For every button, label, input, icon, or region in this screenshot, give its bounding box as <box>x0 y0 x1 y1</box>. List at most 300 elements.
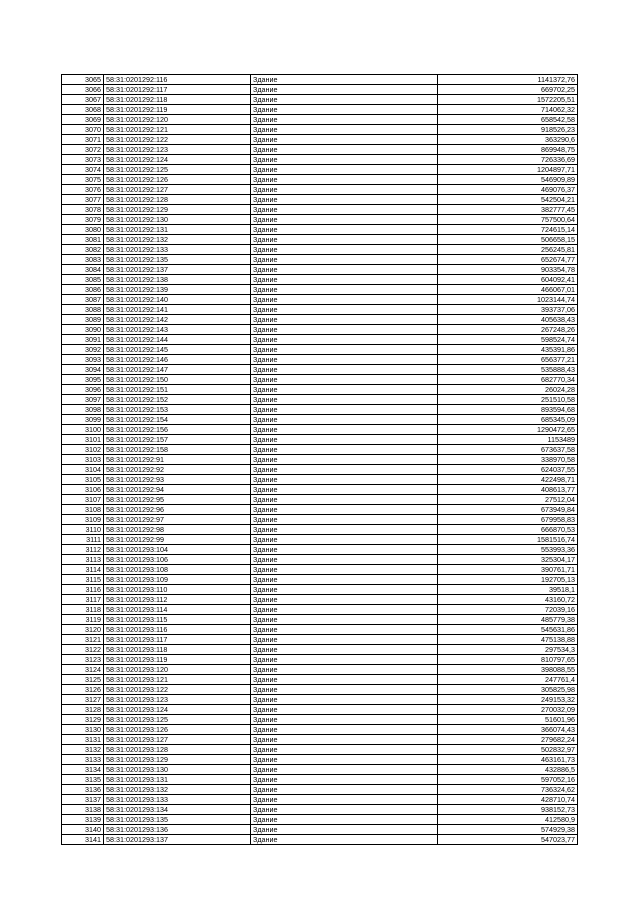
object-type-cell: Здание <box>251 295 438 305</box>
row-number-cell: 3070 <box>62 125 104 135</box>
table-row <box>62 785 578 795</box>
cadastral-value-cell: 247761,4 <box>438 675 578 685</box>
cadastral-number-cell: 58:31:0201293:129 <box>104 755 251 765</box>
cadastral-value-cell: 72039,16 <box>438 605 578 615</box>
row-number-cell: 3126 <box>62 685 104 695</box>
object-type-cell: Здание <box>251 455 438 465</box>
table-row <box>62 625 578 635</box>
row-number-cell: 3125 <box>62 675 104 685</box>
object-type-cell: Здание <box>251 555 438 565</box>
cadastral-value-cell: 39518,1 <box>438 585 578 595</box>
cadastral-number-cell: 58:31:0201292:139 <box>104 285 251 295</box>
cadastral-number-cell: 58:31:0201292:119 <box>104 105 251 115</box>
row-number-cell: 3134 <box>62 765 104 775</box>
cadastral-value-cell: 466067,01 <box>438 285 578 295</box>
row-number-cell: 3067 <box>62 95 104 105</box>
table-row <box>62 825 578 835</box>
row-number-cell: 3088 <box>62 305 104 315</box>
row-number-cell: 3123 <box>62 655 104 665</box>
cadastral-value-cell: 1581516,74 <box>438 535 578 545</box>
table-row <box>62 675 578 685</box>
cadastral-value-cell: 714062,32 <box>438 105 578 115</box>
table-row <box>62 575 578 585</box>
object-type-cell: Здание <box>251 135 438 145</box>
row-number-cell: 3110 <box>62 525 104 535</box>
cadastral-number-cell: 58:31:0201292:127 <box>104 185 251 195</box>
object-type-cell: Здание <box>251 265 438 275</box>
row-number-cell: 3089 <box>62 315 104 325</box>
row-number-cell: 3136 <box>62 785 104 795</box>
object-type-cell: Здание <box>251 225 438 235</box>
object-type-cell: Здание <box>251 765 438 775</box>
row-number-cell: 3112 <box>62 545 104 555</box>
cadastral-number-cell: 58:31:0201293:109 <box>104 575 251 585</box>
row-number-cell: 3086 <box>62 285 104 295</box>
table-row <box>62 565 578 575</box>
cadastral-number-cell: 58:31:0201293:117 <box>104 635 251 645</box>
object-type-cell: Здание <box>251 785 438 795</box>
object-type-cell: Здание <box>251 235 438 245</box>
object-type-cell: Здание <box>251 505 438 515</box>
cadastral-number-cell: 58:31:0201292:144 <box>104 335 251 345</box>
cadastral-number-cell: 58:31:0201292:124 <box>104 155 251 165</box>
cadastral-number-cell: 58:31:0201293:136 <box>104 825 251 835</box>
cadastral-value-cell: 545631,86 <box>438 625 578 635</box>
cadastral-value-cell: 408613,77 <box>438 485 578 495</box>
cadastral-value-cell: 757500,64 <box>438 215 578 225</box>
cadastral-value-cell: 279682,24 <box>438 735 578 745</box>
table-row <box>62 805 578 815</box>
row-number-cell: 3118 <box>62 605 104 615</box>
object-type-cell: Здание <box>251 95 438 105</box>
cadastral-number-cell: 58:31:0201292:130 <box>104 215 251 225</box>
object-type-cell: Здание <box>251 425 438 435</box>
table-row <box>62 355 578 365</box>
cadastral-number-cell: 58:31:0201293:114 <box>104 605 251 615</box>
object-type-cell: Здание <box>251 665 438 675</box>
table-row <box>62 475 578 485</box>
table-row <box>62 75 578 85</box>
cadastral-value-cell: 366074,43 <box>438 725 578 735</box>
table-row <box>62 225 578 235</box>
cadastral-value-cell: 679958,83 <box>438 515 578 525</box>
object-type-cell: Здание <box>251 465 438 475</box>
cadastral-number-cell: 58:31:0201292:122 <box>104 135 251 145</box>
table-row <box>62 705 578 715</box>
row-number-cell: 3119 <box>62 615 104 625</box>
row-number-cell: 3098 <box>62 405 104 415</box>
row-number-cell: 3078 <box>62 205 104 215</box>
table-row <box>62 95 578 105</box>
cadastral-value-cell: 547023,77 <box>438 835 578 845</box>
row-number-cell: 3133 <box>62 755 104 765</box>
row-number-cell: 3137 <box>62 795 104 805</box>
object-type-cell: Здание <box>251 755 438 765</box>
row-number-cell: 3096 <box>62 385 104 395</box>
cadastral-number-cell: 58:31:0201292:94 <box>104 485 251 495</box>
row-number-cell: 3084 <box>62 265 104 275</box>
object-type-cell: Здание <box>251 195 438 205</box>
cadastral-number-cell: 58:31:0201292:157 <box>104 435 251 445</box>
table-row <box>62 235 578 245</box>
cadastral-value-cell: 390761,71 <box>438 565 578 575</box>
table-row <box>62 655 578 665</box>
table-row <box>62 275 578 285</box>
table-row <box>62 195 578 205</box>
row-number-cell: 3135 <box>62 775 104 785</box>
row-number-cell: 3109 <box>62 515 104 525</box>
cadastral-number-cell: 58:31:0201293:134 <box>104 805 251 815</box>
cadastral-value-cell: 658542,58 <box>438 115 578 125</box>
cadastral-number-cell: 58:31:0201293:124 <box>104 705 251 715</box>
cadastral-value-cell: 598524,74 <box>438 335 578 345</box>
object-type-cell: Здание <box>251 175 438 185</box>
document-page <box>61 74 577 845</box>
cadastral-value-cell: 435391,86 <box>438 345 578 355</box>
cadastral-number-cell: 58:31:0201293:128 <box>104 745 251 755</box>
object-type-cell: Здание <box>251 825 438 835</box>
table-row <box>62 375 578 385</box>
cadastral-value-cell: 918526,23 <box>438 125 578 135</box>
object-type-cell: Здание <box>251 85 438 95</box>
row-number-cell: 3081 <box>62 235 104 245</box>
cadastral-number-cell: 58:31:0201292:99 <box>104 535 251 545</box>
table-row <box>62 155 578 165</box>
object-type-cell: Здание <box>251 525 438 535</box>
row-number-cell: 3076 <box>62 185 104 195</box>
cadastral-number-cell: 58:31:0201292:132 <box>104 235 251 245</box>
cadastral-number-cell: 58:31:0201293:133 <box>104 795 251 805</box>
object-type-cell: Здание <box>251 705 438 715</box>
table-row <box>62 285 578 295</box>
table-row <box>62 465 578 475</box>
table-row <box>62 85 578 95</box>
table-body <box>62 75 578 845</box>
cadastral-value-cell: 542504,21 <box>438 195 578 205</box>
row-number-cell: 3106 <box>62 485 104 495</box>
object-type-cell: Здание <box>251 255 438 265</box>
table-row <box>62 765 578 775</box>
object-type-cell: Здание <box>251 645 438 655</box>
cadastral-number-cell: 58:31:0201292:123 <box>104 145 251 155</box>
object-type-cell: Здание <box>251 125 438 135</box>
table-row <box>62 545 578 555</box>
cadastral-value-cell: 938152,73 <box>438 805 578 815</box>
cadastral-number-cell: 58:31:0201292:97 <box>104 515 251 525</box>
cadastral-number-cell: 58:31:0201292:153 <box>104 405 251 415</box>
object-type-cell: Здание <box>251 805 438 815</box>
table-row <box>62 175 578 185</box>
cadastral-value-cell: 574929,38 <box>438 825 578 835</box>
cadastral-number-cell: 58:31:0201292:98 <box>104 525 251 535</box>
object-type-cell: Здание <box>251 275 438 285</box>
cadastral-number-cell: 58:31:0201292:120 <box>104 115 251 125</box>
row-number-cell: 3082 <box>62 245 104 255</box>
row-number-cell: 3068 <box>62 105 104 115</box>
object-type-cell: Здание <box>251 75 438 85</box>
row-number-cell: 3128 <box>62 705 104 715</box>
row-number-cell: 3103 <box>62 455 104 465</box>
cadastral-number-cell: 58:31:0201293:126 <box>104 725 251 735</box>
object-type-cell: Здание <box>251 385 438 395</box>
object-type-cell: Здание <box>251 395 438 405</box>
row-number-cell: 3085 <box>62 275 104 285</box>
cadastral-value-cell: 249153,32 <box>438 695 578 705</box>
object-type-cell: Здание <box>251 485 438 495</box>
row-number-cell: 3074 <box>62 165 104 175</box>
cadastral-value-cell: 43160,72 <box>438 595 578 605</box>
table-row <box>62 515 578 525</box>
cadastral-value-cell: 810797,65 <box>438 655 578 665</box>
row-number-cell: 3077 <box>62 195 104 205</box>
row-number-cell: 3093 <box>62 355 104 365</box>
object-type-cell: Здание <box>251 565 438 575</box>
table-row <box>62 535 578 545</box>
cadastral-number-cell: 58:31:0201293:125 <box>104 715 251 725</box>
table-row <box>62 495 578 505</box>
row-number-cell: 3101 <box>62 435 104 445</box>
table-row <box>62 685 578 695</box>
row-number-cell: 3117 <box>62 595 104 605</box>
object-type-cell: Здание <box>251 415 438 425</box>
cadastral-number-cell: 58:31:0201292:137 <box>104 265 251 275</box>
cadastral-number-cell: 58:31:0201292:145 <box>104 345 251 355</box>
cadastral-value-cell: 256245,81 <box>438 245 578 255</box>
cadastral-number-cell: 58:31:0201293:106 <box>104 555 251 565</box>
table-row <box>62 715 578 725</box>
cadastral-value-cell: 1204897,71 <box>438 165 578 175</box>
row-number-cell: 3120 <box>62 625 104 635</box>
cadastral-value-cell: 412580,9 <box>438 815 578 825</box>
row-number-cell: 3090 <box>62 325 104 335</box>
row-number-cell: 3075 <box>62 175 104 185</box>
table-row <box>62 445 578 455</box>
cadastral-value-cell: 26024,28 <box>438 385 578 395</box>
cadastral-number-cell: 58:31:0201293:127 <box>104 735 251 745</box>
table-row <box>62 305 578 315</box>
object-type-cell: Здание <box>251 375 438 385</box>
row-number-cell: 3083 <box>62 255 104 265</box>
cadastral-value-cell: 546909,89 <box>438 175 578 185</box>
cadastral-value-cell: 405638,43 <box>438 315 578 325</box>
cadastral-value-cell: 297534,3 <box>438 645 578 655</box>
cadastral-value-cell: 51601,96 <box>438 715 578 725</box>
row-number-cell: 3071 <box>62 135 104 145</box>
cadastral-value-cell: 1141372,76 <box>438 75 578 85</box>
cadastral-value-cell: 251510,58 <box>438 395 578 405</box>
table-row <box>62 255 578 265</box>
table-row <box>62 335 578 345</box>
cadastral-value-cell: 673949,84 <box>438 505 578 515</box>
cadastral-value-cell: 669702,25 <box>438 85 578 95</box>
cadastral-value-cell: 1153489 <box>438 435 578 445</box>
row-number-cell: 3080 <box>62 225 104 235</box>
cadastral-value-table <box>61 74 578 845</box>
row-number-cell: 3131 <box>62 735 104 745</box>
cadastral-number-cell: 58:31:0201292:95 <box>104 495 251 505</box>
cadastral-number-cell: 58:31:0201292:91 <box>104 455 251 465</box>
object-type-cell: Здание <box>251 495 438 505</box>
cadastral-value-cell: 726336,69 <box>438 155 578 165</box>
table-row <box>62 135 578 145</box>
table-row <box>62 505 578 515</box>
cadastral-value-cell: 363290,6 <box>438 135 578 145</box>
cadastral-value-cell: 869948,75 <box>438 145 578 155</box>
cadastral-number-cell: 58:31:0201292:151 <box>104 385 251 395</box>
cadastral-number-cell: 58:31:0201292:147 <box>104 365 251 375</box>
cadastral-number-cell: 58:31:0201293:122 <box>104 685 251 695</box>
cadastral-number-cell: 58:31:0201293:121 <box>104 675 251 685</box>
cadastral-value-cell: 428710,74 <box>438 795 578 805</box>
cadastral-number-cell: 58:31:0201292:128 <box>104 195 251 205</box>
row-number-cell: 3087 <box>62 295 104 305</box>
cadastral-number-cell: 58:31:0201293:116 <box>104 625 251 635</box>
cadastral-number-cell: 58:31:0201292:158 <box>104 445 251 455</box>
row-number-cell: 3124 <box>62 665 104 675</box>
object-type-cell: Здание <box>251 215 438 225</box>
object-type-cell: Здание <box>251 575 438 585</box>
object-type-cell: Здание <box>251 615 438 625</box>
row-number-cell: 3066 <box>62 85 104 95</box>
cadastral-number-cell: 58:31:0201293:110 <box>104 585 251 595</box>
cadastral-value-cell: 604092,41 <box>438 275 578 285</box>
object-type-cell: Здание <box>251 305 438 315</box>
table-row <box>62 325 578 335</box>
cadastral-number-cell: 58:31:0201292:150 <box>104 375 251 385</box>
cadastral-value-cell: 305825,98 <box>438 685 578 695</box>
table-row <box>62 125 578 135</box>
row-number-cell: 3100 <box>62 425 104 435</box>
object-type-cell: Здание <box>251 735 438 745</box>
object-type-cell: Здание <box>251 835 438 845</box>
cadastral-number-cell: 58:31:0201293:108 <box>104 565 251 575</box>
cadastral-number-cell: 58:31:0201292:141 <box>104 305 251 315</box>
row-number-cell: 3094 <box>62 365 104 375</box>
object-type-cell: Здание <box>251 315 438 325</box>
table-row <box>62 795 578 805</box>
row-number-cell: 3079 <box>62 215 104 225</box>
object-type-cell: Здание <box>251 675 438 685</box>
cadastral-number-cell: 58:31:0201292:121 <box>104 125 251 135</box>
table-row <box>62 395 578 405</box>
cadastral-value-cell: 432886,5 <box>438 765 578 775</box>
cadastral-value-cell: 338970,58 <box>438 455 578 465</box>
row-number-cell: 3104 <box>62 465 104 475</box>
table-row <box>62 635 578 645</box>
table-row <box>62 835 578 845</box>
row-number-cell: 3072 <box>62 145 104 155</box>
row-number-cell: 3097 <box>62 395 104 405</box>
table-row <box>62 415 578 425</box>
cadastral-value-cell: 682770,34 <box>438 375 578 385</box>
row-number-cell: 3099 <box>62 415 104 425</box>
cadastral-number-cell: 58:31:0201292:125 <box>104 165 251 175</box>
table-row <box>62 485 578 495</box>
object-type-cell: Здание <box>251 405 438 415</box>
object-type-cell: Здание <box>251 145 438 155</box>
table-row <box>62 585 578 595</box>
object-type-cell: Здание <box>251 185 438 195</box>
row-number-cell: 3129 <box>62 715 104 725</box>
cadastral-number-cell: 58:31:0201293:119 <box>104 655 251 665</box>
cadastral-number-cell: 58:31:0201292:146 <box>104 355 251 365</box>
row-number-cell: 3122 <box>62 645 104 655</box>
object-type-cell: Здание <box>251 685 438 695</box>
row-number-cell: 3141 <box>62 835 104 845</box>
cadastral-number-cell: 58:31:0201292:142 <box>104 315 251 325</box>
row-number-cell: 3115 <box>62 575 104 585</box>
table-row <box>62 645 578 655</box>
cadastral-number-cell: 58:31:0201293:112 <box>104 595 251 605</box>
cadastral-number-cell: 58:31:0201292:154 <box>104 415 251 425</box>
object-type-cell: Здание <box>251 165 438 175</box>
object-type-cell: Здание <box>251 535 438 545</box>
object-type-cell: Здание <box>251 745 438 755</box>
cadastral-number-cell: 58:31:0201292:138 <box>104 275 251 285</box>
cadastral-value-cell: 736324,62 <box>438 785 578 795</box>
row-number-cell: 3140 <box>62 825 104 835</box>
cadastral-number-cell: 58:31:0201293:132 <box>104 785 251 795</box>
row-number-cell: 3132 <box>62 745 104 755</box>
cadastral-number-cell: 58:31:0201292:140 <box>104 295 251 305</box>
cadastral-number-cell: 58:31:0201293:130 <box>104 765 251 775</box>
cadastral-number-cell: 58:31:0201293:118 <box>104 645 251 655</box>
object-type-cell: Здание <box>251 815 438 825</box>
row-number-cell: 3130 <box>62 725 104 735</box>
table-row <box>62 165 578 175</box>
object-type-cell: Здание <box>251 715 438 725</box>
cadastral-number-cell: 58:31:0201292:143 <box>104 325 251 335</box>
table-row <box>62 115 578 125</box>
table-row <box>62 745 578 755</box>
cadastral-number-cell: 58:31:0201292:129 <box>104 205 251 215</box>
cadastral-value-cell: 553993,36 <box>438 545 578 555</box>
table-row <box>62 755 578 765</box>
object-type-cell: Здание <box>251 285 438 295</box>
row-number-cell: 3095 <box>62 375 104 385</box>
table-row <box>62 615 578 625</box>
table-row <box>62 365 578 375</box>
cadastral-value-cell: 685345,09 <box>438 415 578 425</box>
table-row <box>62 405 578 415</box>
table-row <box>62 725 578 735</box>
object-type-cell: Здание <box>251 445 438 455</box>
cadastral-value-cell: 192705,13 <box>438 575 578 585</box>
table-row <box>62 245 578 255</box>
table-row <box>62 425 578 435</box>
table-row <box>62 555 578 565</box>
object-type-cell: Здание <box>251 355 438 365</box>
cadastral-number-cell: 58:31:0201292:96 <box>104 505 251 515</box>
table-row <box>62 775 578 785</box>
object-type-cell: Здание <box>251 345 438 355</box>
cadastral-value-cell: 893594,68 <box>438 405 578 415</box>
cadastral-number-cell: 58:31:0201292:152 <box>104 395 251 405</box>
cadastral-number-cell: 58:31:0201292:133 <box>104 245 251 255</box>
row-number-cell: 3121 <box>62 635 104 645</box>
cadastral-value-cell: 27512,04 <box>438 495 578 505</box>
table-row <box>62 435 578 445</box>
row-number-cell: 3114 <box>62 565 104 575</box>
object-type-cell: Здание <box>251 365 438 375</box>
object-type-cell: Здание <box>251 515 438 525</box>
cadastral-value-cell: 475138,88 <box>438 635 578 645</box>
cadastral-number-cell: 58:31:0201292:92 <box>104 465 251 475</box>
table-row <box>62 185 578 195</box>
cadastral-value-cell: 1290472,65 <box>438 425 578 435</box>
cadastral-number-cell: 58:31:0201293:104 <box>104 545 251 555</box>
table-row <box>62 815 578 825</box>
